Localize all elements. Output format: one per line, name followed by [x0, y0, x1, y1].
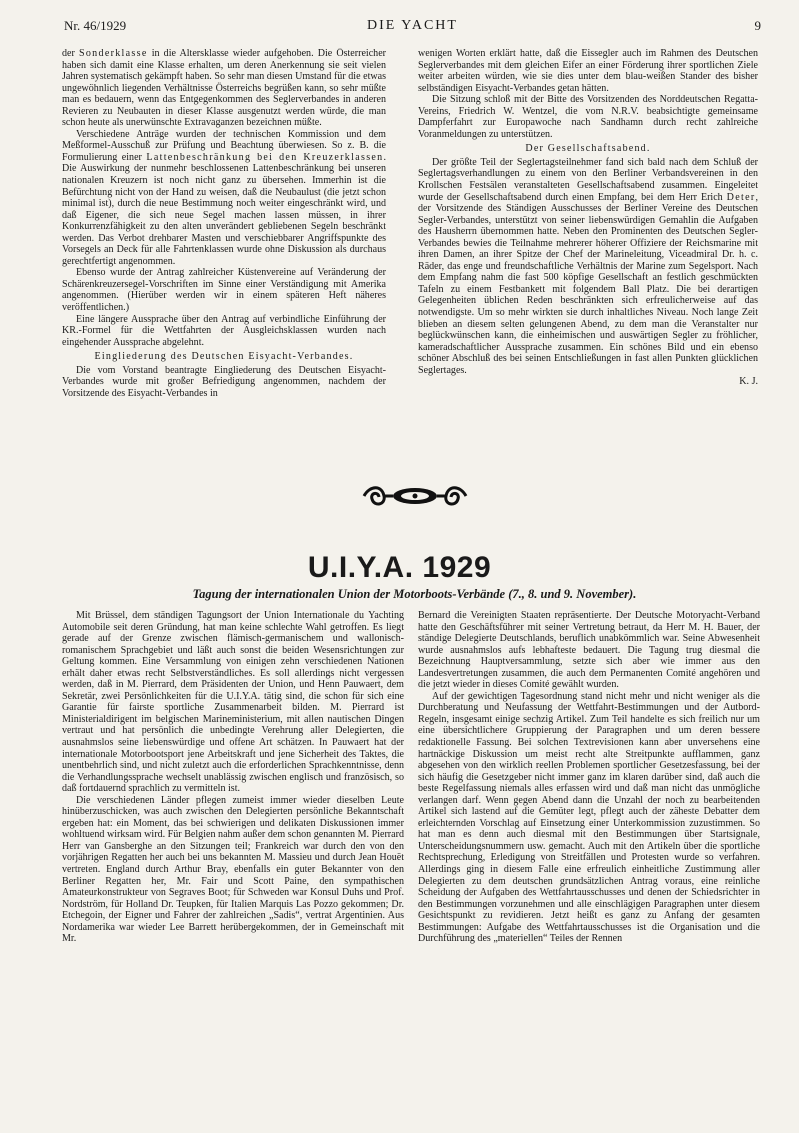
column-2	[418, 48, 758, 473]
page-header	[64, 18, 761, 40]
paragraph: der Sonderklasse in die Altersklasse wieder aufgehoben. Die Österreicher haben sich damit eine Klasse erhalten, um deren Anerkennung sie seit vielen Jahren systematisch gekämpft haben. So sehr man diesen Umstand für die etwas ungewöhnlich liegenden Verhältnisse Österreichs begrüßen kann, so sehr müßte man es bedauern, wenn das Entgegenkommen des Seglerverbandes in anderen Revieren zu Neubauten in dieser Klasse ausgenutzt werden würde, die man schon heute als unerwünschte Extravaganzen bezeichnen müßte.	[62, 48, 386, 129]
column-3	[62, 610, 404, 1122]
issue-number: Nr. 46/1929	[64, 18, 127, 33]
paragraph: Eine längere Aussprache über den Antrag auf verbindliche Einführung der KR.-Formel für die Wettfahrten der Ausgleichsklassen wurden nach eingehender Aussprache abgelehnt.	[62, 313, 386, 348]
paragraph: Ebenso wurde der Antrag zahlreicher Küstenvereine auf Veränderung der Schärenkreuzersegel-Vorschriften im Sinne einer Verständigung mit Amerika angenommen. (Hierüber werden wir in einem späteren Heft näheres veröffentlichen.)	[62, 267, 386, 314]
paragraph: Verschiedene Anträge wurden der technischen Kommission und dem Meßformel-Ausschuß zur Prüfung und Beachtung überwiesen. So z. B. die Formulierung einer Lattenbeschränkung bei den Kreuzerklassen. Die Auswirkung der nunmehr beschlossenen Lattenbeschränkung bei unseren nationalen Kreuzern ist noch nicht ganz zu übersehen. Immerhin ist die Befürchtung nicht von der Hand zu weisen, daß die Neubaulust (die jetzt schon minimal ist), durch die neue Bestimmung noch weiter eingeschränkt wird, und daß Eigener, die sich neue Segel machen lassen müssen, in ihrer Konkurrenzfähigkeit zu den alten unverändert gebliebenen Segeln beschränkt werden. Das Verbot drehbarer Masten und verschiebbarer Angriffspunkte des Vorsegels an Deck für alle Fahrtenklassen wurde ohne Diskussion als durchaus gerechtfertigt angenommen.	[62, 128, 386, 267]
paragraph: Die vom Vorstand beantragte Eingliederung des Deutschen Eisyacht-Verbandes wurde mit großer Befriedigung angenommen, nachdem der Vorsitzende des Eisyacht-Verbandes in	[62, 364, 386, 399]
author-signature: K. J.	[739, 376, 758, 388]
paragraph: wenigen Worten erklärt hatte, daß die Eissegler auch im Rahmen des Deutschen Seglerverbandes mit dem gleichen Eifer an einer Förderung ihrer sportlichen Ziele weiter arbeiten würden, wie sie dies unter dem blau-weißen Stander des bisher selbständigen Eisyacht-Verbandes getan hätten.	[418, 48, 758, 94]
article-title: U.I.Y.A. 1929	[307, 551, 492, 584]
magazine-title: DIE YACHT	[367, 18, 458, 33]
page-number: 9	[754, 18, 761, 33]
paragraph: Bernard die Vereinigten Staaten repräsentierte. Der Deutsche Motoryacht-Verband hatte den Geschäftsführer mit seiner Vertretung betraut, da Herr M. H. Bauer, der ständige Delegierte Deutschlands, beruflich unabkömmlich war. Seine Abwesenheit wurde ausnahmslos aufs lebhafteste bedauert. Die Tagung trug diesmal die Bezeichnung Hauptversammlung, setzte sich aber wie immer aus den Landesvertretungen zusammen, die auch dem Permanenten Comité angehören und die jetzt wieder in dieses Comité gewählt wurden.	[418, 610, 760, 691]
paragraph: Die Sitzung schloß mit der Bitte des Vorsitzenden des Norddeutschen Regatta-Vereins, Friedrich W. Wentzel, die vom N.R.V. beabsichtigte gemeinsame Dampferfahrt zur Europawoche nach Sandhamn durch recht zahlreiche Voranmeldungen zu unterstützen.	[418, 94, 758, 140]
decorative-ornament	[360, 483, 470, 509]
column-1	[62, 48, 386, 473]
paragraph: Die verschiedenen Länder pflegen zumeist immer wieder dieselben Leute hinüberzuschicken, was auch zwischen den Delegierten persönliche Bekanntschaft ergeben hat: ein Moment, das bei schwierigen und delikaten Diskussionen immer wohltuend wirksam wird. Für Belgien nahm außer dem schon genannten M. Pierrard Herr van Gansberghe an den Sitzungen teil; Frankreich war durch den von den vorjährigen Regatten her auch bei uns bekannten M. Massieu und durch Jean Houët vertreten. England durch Arthur Bray, ebenfalls ein guter Bekannter von den Berliner Regatten her, Mr. Fair und Scott Paine, den sympathischen Amateurkonstrukteur von Segraves Boot; für Schweden war Konsul Duhs und Prof. Nordström, für Holland Dr. Teupken, für Italien Marquis Las Pozzo gekommen; Dr. Etchegoin, der Eigner und Fahrer der zahlreichen „Sadis“, vertrat Argentinien. Aus Nordamerika war wieder Lee Barrett herübergekommen, der in Gemeinschaft mit Mr.	[62, 794, 404, 945]
article-subtitle: Tagung der internationalen Union der Motorboots-Verbände (7., 8. und 9. November).	[192, 587, 637, 601]
paragraph: Der größte Teil der Seglertagsteilnehmer fand sich bald nach dem Schluß der Seglertagsverhandlungen zu einem von den Berliner Verbandsvereinen in den Krollschen Festsälen veranstalteten Gesellschaftsabend zusammen. Eingeleitet wurde der Gesellschaftsabend durch einen Empfang, bei dem Herr Erich Deter, der Vorsitzende des Ständigen Ausschusses der Berliner Vereine des Deutschen Segler-Verbandes, unterstützt von seiner liebenswürdigen Gemahlin die Aufgaben des Hausherrn übernommen hatte. Neben den Prominenten des Deutschen Segler-Verbandes bewies die Teilnahme mehrerer höherer Offiziere der Reichsmarine mit ihren Damen, an ihrer Spitze der Chef der Marineleitung, Viceadmiral Dr. h. c. Räder, das enge und freundschaftliche Verhältnis der Marine zum Segelsport. Nach dem Empfang nahm die fast 500 köpfige Gesellschaft an festlich geschmückten Tafeln zu einem Festbankett mit folgendem Ball Platz. Die bei derartigen Gelegenheiten üblichen Reden beschränkten sich erfreulicherweise auf das notwendigste. Um so mehr wirkten sie durch inhaltliches Niveau. Noch lange Zeit blieben an diesem selten gelungenen Abend, zu dem man die Veranstalter nur beglückwünschen kann, die einheimischen und auswärtigen Segler zu fröhlicher, kameradschaftlicher Aussprache zusammen. Ein schönes Bild und ein ebenso schöner Abschluß des bei seinen Entschließungen in fast allen Punkten glücklichen Seglertages.	[418, 156, 758, 376]
paragraph: Auf der gewichtigen Tagesordnung stand nicht mehr und nicht weniger als die Durchberatung und Neufassung der Wettfahrt-Bestimmungen und der Autbord-Regeln, insgesamt einige sechzig Artikel. Zum Teil handelte es sich freilich nur um eine übersichtlichere Gruppierung der Paragraphen und um deren bessere redaktionelle Fassung. Bei solchen Textrevisionen kann aber unversehens eine hartnäckige Diskussion um meist recht alte Streitpunkte aufflammen, ganz abgesehen von den wirklich reellen Problemen sportlicher Gesetzesfassung, bei der sich häufig die Gesetzgeber nicht immer ganz im klaren darüber sind, daß auch die beste Regelfassung niemals alles erfassen wird und daß man nicht das unmögliche verlangen darf. Wenn gegen Abend dann die Unzahl der noch zu bearbeitenden Artikel sich lastend auf die Gemüter legt, pflegt auch der zäheste Debatter dem erleichternden Vorschlag auf Einsetzung einer Unterkommission zuzustimmen. So hat man es denn auch diesmal mit den Bestimmungen über Startsignale, Unterscheidungsnummern usw. gemacht. Auch mit den Artikeln über die sportliche Rechtsprechung, Erledigung von Streitfällen und Protesten wurde so verfahren. Allerdings ging in diesem Falle eine erfreulich einheitliche Zustimmung aller Delegierten zu dem deutschen grundsätzlichen Antrag voraus, eine reinliche Scheidung der Aufgaben des Wettfahrtausschusses und denen der Schiedsrichter in den Bestimmungen vorzunehmen und alle einschlägigen Paragraphen unter diesem Gesichtspunkt zu revidieren. Jetzt heißt es ganz zu Anfang der gesamten Bestimmungen: Aufgabe des Wettfahrtausschusses ist die Organisation und die Durchführung des „materiellen“ Teiles der Rennen	[418, 690, 760, 945]
section-heading: Der Gesellschaftsabend.	[525, 143, 651, 155]
paragraph: Mit Brüssel, dem ständigen Tagungsort der Union Internationale du Yachting Automobile seit deren Gründung, hat man keine schlechte Wahl getroffen. Es liegt gerade auf der Grenze zwischen flämisch-germanischem und wallonisch-romanischem Sprachgebiet und läßt auch sonst die beiden Wesensrichtungen zur Geltung kommen. Eine Versammlung von einigen zehn verschiedenen Nationen erhält daher etwas recht Selbstverständliches. Es soll allerdings nicht vergessen werden, daß in M. Pierrard, dem Präsidenten der Union, und Henn Pauwaert, dem Sekretär, zwei Persönlichkeiten für die U.I.Y.A. tätig sind, die schon für sich eine Garantie für fairste sportliche Zusammenarbeit bilden. M. Pierrard ist Ministerialdirigent im belgischen Marineministerium, mit allen nautischen Dingen vertraut und hat persönlich die unbedingte Verehrung aller Delegierten, die ausnahmslos seine liebenswürdige und offene Art schätzen. In Pauwaert hat der internationale Motorbootsport jene Arbeitskraft und jene Sicherheit des Taktes, die unentbehrlich sind, und nicht zuletzt auch die erforderlichen Sprachkenntnisse, denn die Verhandlungssprache wechselt unablässig zwischen englisch und französisch, so daß fortdauernd sprachlich zu vermitteln ist.	[62, 610, 404, 795]
section-heading: Eingliederung des Deutschen Eisyacht-Verbandes.	[94, 351, 354, 363]
column-4	[418, 610, 760, 1122]
